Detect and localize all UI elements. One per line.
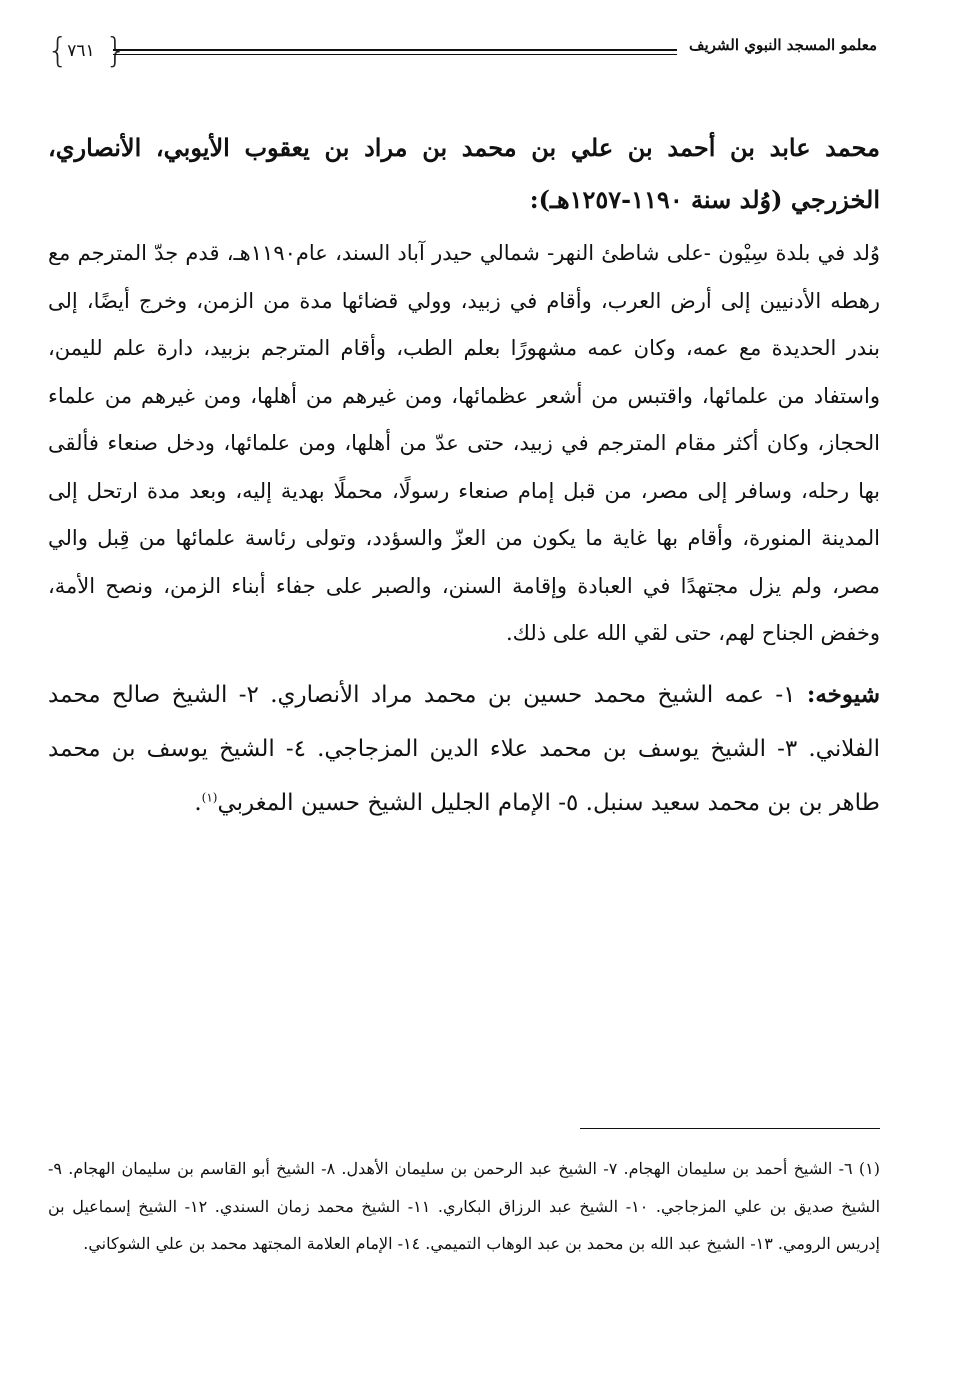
teachers-paragraph xyxy=(48,668,880,830)
biography-paragraph: وُلد في بلدة سِيْون -على شاطئ النهر- شمالي حيدر آباد السند، عام١١٩٠هـ، قدم جدّ المترجم مع رهطه الأدنيين إلى أرض العرب، وأقام في زبيد، وولي قضائها مدة من الزمن، وخرج أيضًا، إلى بندر الحديدة مع عمه، وكان عمه مشهورًا بعلم الطب، وأقام المترجم بزبيد، دارة علم لليمن، واستفاد من علمائها، واقتبس من أشعر عظمائها، ومن غيرهم من أهلها، ومن غيرهم من علماء الحجاز، وكان أكثر مقام المترجم في زبيد، حتى عدّ من أهلها، ومن علمائها، ودخل صنعاء فألقى بها رحله، وسافر إلى مصر، من قبل إمام صنعاء رسولًا، محملًا بهدية إليه، وبعد مدة ارتحل إلى المدينة المنورة، وأقام بها غاية ما يكون من العزّ والسؤدد، وتولى رئاسة علمائها من قِبل والي مصر، ولم يزل مجتهدًا في العبادة وإقامة السنن، والصبر على جفاء أبناء الزمن، ونصح الأمة، وخفض الجناح لهم، حتى لقي الله على ذلك. xyxy=(48,241,880,645)
footnotes xyxy=(48,1150,880,1263)
teachers-end: . xyxy=(194,789,202,816)
entry-heading: محمد عابد بن أحمد بن علي بن محمد بن مراد بن يعقوب الأيوبي، الأنصاري، الخزرجي (وُلد سنة ١١٩٠-١٢٥٧هـ): xyxy=(48,133,880,214)
footnote-separator xyxy=(580,1128,880,1129)
page-number: ٧٦١ xyxy=(67,41,95,61)
teachers-label: شيوخه: xyxy=(806,680,880,708)
main-text xyxy=(48,122,880,830)
teachers-text: ١- عمه الشيخ محمد حسين بن محمد مراد الأنصاري. ٢- الشيخ صالح محمد الفلاني. ٣- الشيخ يوسف بن محمد علاء الدين المزجاجي. ٤- الشيخ يوسف بن محمد طاهر بن بن محمد سعيد سنبل. ٥- الإمام الجليل الشيخ حسين المغربي xyxy=(48,681,880,816)
running-title: معلمو المسجد النبوي الشريف xyxy=(688,36,877,54)
page-number-bracket-right: } xyxy=(105,31,127,71)
footnote-1: (١) ٦- الشيخ أحمد بن سليمان الهجام. ٧- الشيخ عبد الرحمن بن سليمان الأهدل. ٨- الشيخ أبو القاسم بن سليمان الهجام. ٩- الشيخ صديق بن علي المزجاجي. ١٠- الشيخ عبد الرزاق البكاري. ١١- الشيخ محمد زمان السندي. ١٢- الشيخ إسماعيل بن إدريس الرومي. ١٣- الشيخ عبد الله بن محمد بن عبد الوهاب التميمي. ١٤- الإمام العلامة المجتهد محمد بن علي الشوكاني. xyxy=(48,1159,881,1253)
page-number-bracket-left: { xyxy=(47,31,69,71)
running-header xyxy=(47,28,877,76)
footnote-reference[interactable]: (١) xyxy=(201,789,218,804)
header-rule xyxy=(113,49,677,55)
